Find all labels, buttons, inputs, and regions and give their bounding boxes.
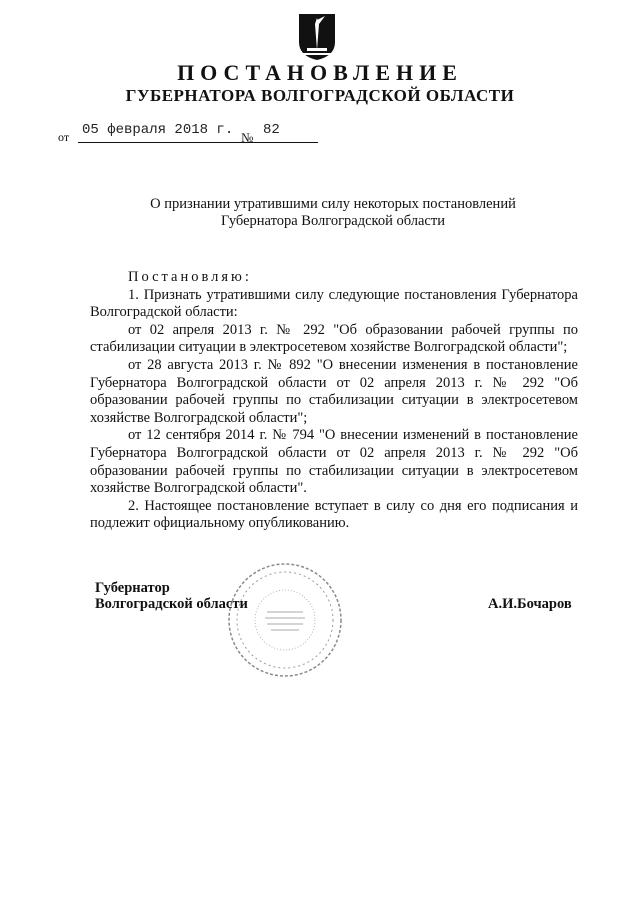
date-number-row — [58, 122, 338, 146]
document-body — [90, 269, 578, 533]
date-prefix: от — [58, 130, 70, 144]
number-field — [258, 122, 318, 143]
date-value: 05 февраля 2018 г. — [82, 122, 234, 138]
paragraph-3: от 28 августа 2013 г. № 892 "О внесении изменения в постановление Губернатора Волгоградской области от 02 апреля 2013 г. № 292 "Об образовании рабочей группы по стабилизации ситуации в электросетевом хозяйстве Волгоградской области"; — [90, 356, 578, 426]
document-authority: ГУБЕРНАТОРА ВОЛГОГРАДСКОЙ ОБЛАСТИ — [125, 86, 515, 105]
paragraph-5: 2. Настоящее постановление вступает в силу со дня его подписания и подлежит официальному опубликованию. — [90, 497, 578, 532]
decree-intro: Постановляю: — [128, 269, 252, 285]
number-prefix: № — [241, 130, 254, 145]
subject-line-1: О признании утратившими силу некоторых постановлений — [150, 196, 516, 212]
official-seal-icon — [225, 560, 345, 680]
signatory-position-line-2: Волгоградской области — [95, 596, 248, 612]
signatory-position — [95, 580, 248, 612]
subject-line-2: Губернатора Волгоградской области — [221, 213, 445, 229]
number-value: 82 — [263, 122, 280, 138]
coat-of-arms-icon — [297, 12, 337, 62]
paragraph-2: от 02 апреля 2013 г. № 292 "Об образовании рабочей группы по стабилизации ситуации в электросетевом хозяйстве Волгоградской области"; — [90, 321, 578, 356]
signatory-position-line-1: Губернатор — [95, 580, 170, 596]
paragraph-4: от 12 сентября 2014 г. № 794 "О внесении изменений в постановление Губернатора Волгоградской области от 02 апреля 2013 г. № 292 "Об образовании рабочей группы по стабилизации ситуации в электросетевом хозяйстве Волгоградской области". — [90, 427, 578, 497]
paragraph-1: 1. Признать утратившими силу следующие постановления Губернатора Волгоградской области: — [90, 286, 578, 321]
document-subject — [0, 196, 640, 230]
document-title: ПОСТАНОВЛЕНИЕ — [177, 60, 463, 85]
signatory-name: А.И.Бочаров — [488, 596, 572, 612]
